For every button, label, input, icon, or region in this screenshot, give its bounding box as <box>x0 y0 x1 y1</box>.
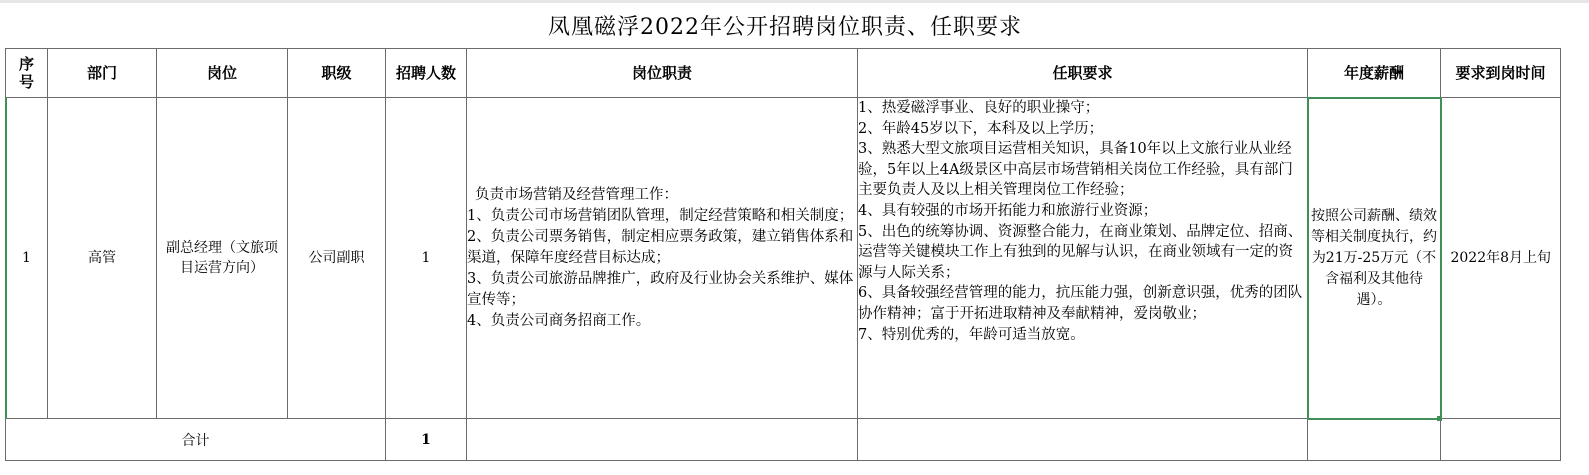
cell-salary[interactable]: 按照公司薪酬、绩效等相关制度执行，约为21万-25万元（不含福利及其他待遇）。 <box>1308 98 1441 419</box>
header-salary[interactable]: 年度薪酬 <box>1308 49 1441 98</box>
recruitment-table <box>5 48 1561 461</box>
requirement-line: 6、具备较强经营管理的能力，抗压能力强，创新意识强，优秀的团队协作精神；富于开拓进取精神及奉献精神，爱岗敬业； <box>858 285 1303 322</box>
requirement-line: 3、熟悉大型文旅项目运营相关知识，具备10年以上文旅行业从业经验，5年以上4A级景区中高层市场营销相关岗位工作经验，具有部门主要负责人及以上相关管理岗位工作经验； <box>858 141 1293 199</box>
cell-position[interactable]: 副总经理（文旅项目运营方向） <box>157 98 288 419</box>
total-empty-requirements[interactable] <box>858 419 1308 461</box>
requirement-line: 7、特别优秀的，年龄可适当放宽。 <box>858 326 1085 343</box>
cell-dept[interactable]: 高管 <box>48 98 157 419</box>
sheet-title[interactable]: 凤凰磁浮2022年公开招聘岗位职责、任职要求 <box>548 15 1022 40</box>
requirement-line: 1、热爱磁浮事业、良好的职业操守； <box>858 100 1100 116</box>
cell-seq[interactable]: 1 <box>6 98 48 419</box>
duty-line: 3、负责公司旅游品牌推广，政府及行业协会关系维护、媒体宣传等； <box>467 270 854 308</box>
requirement-line: 2、年龄45岁以下，本科及以上学历； <box>858 120 1104 137</box>
header-row <box>6 49 1561 98</box>
header-level[interactable]: 职级 <box>288 49 386 98</box>
total-label[interactable]: 合计 <box>6 419 386 461</box>
requirement-line: 4、具有较强的市场开拓能力和旅游行业资源； <box>858 202 1158 219</box>
cell-count[interactable]: 1 <box>386 98 467 419</box>
total-row <box>6 419 1561 461</box>
total-empty-duties[interactable] <box>467 419 858 461</box>
header-position[interactable]: 岗位 <box>157 49 288 98</box>
cell-level[interactable]: 公司副职 <box>288 98 386 419</box>
duty-line: 2、负责公司票务销售，制定相应票务政策，建立销售体系和渠道，保障年度经营目标达成； <box>467 228 854 266</box>
total-empty-salary[interactable] <box>1308 419 1441 461</box>
total-count[interactable]: 1 <box>386 419 467 461</box>
requirement-line: 5、出色的统筹协调、资源整合能力，在商业策划、品牌定位、招商、运营等关键模块工作上有独到的见解与认识，在商业领域有一定的资源与人际关系； <box>858 223 1303 281</box>
cell-duties[interactable] <box>467 98 858 419</box>
duty-line: 1、负责公司市场营销团队管理，制定经营策略和相关制度； <box>467 207 854 224</box>
cell-requirements[interactable] <box>858 98 1308 419</box>
duty-line: 负责市场营销及经营管理工作： <box>475 186 678 203</box>
header-dept[interactable]: 部门 <box>48 49 157 98</box>
total-empty-arrival[interactable] <box>1441 419 1561 461</box>
selection-left-edge <box>5 97 7 419</box>
header-requirements[interactable]: 任职要求 <box>858 49 1308 98</box>
selection-fill-handle[interactable] <box>1437 416 1442 421</box>
header-seq[interactable]: 序号 <box>6 49 48 98</box>
cell-arrival[interactable]: 2022年8月上旬 <box>1441 98 1561 419</box>
header-duties[interactable]: 岗位职责 <box>467 49 858 98</box>
duty-line: 4、负责公司商务招商工作。 <box>467 312 651 329</box>
table-row <box>6 98 1561 419</box>
header-count[interactable]: 招聘人数 <box>386 49 467 98</box>
header-arrival[interactable]: 要求到岗时间 <box>1441 49 1561 98</box>
